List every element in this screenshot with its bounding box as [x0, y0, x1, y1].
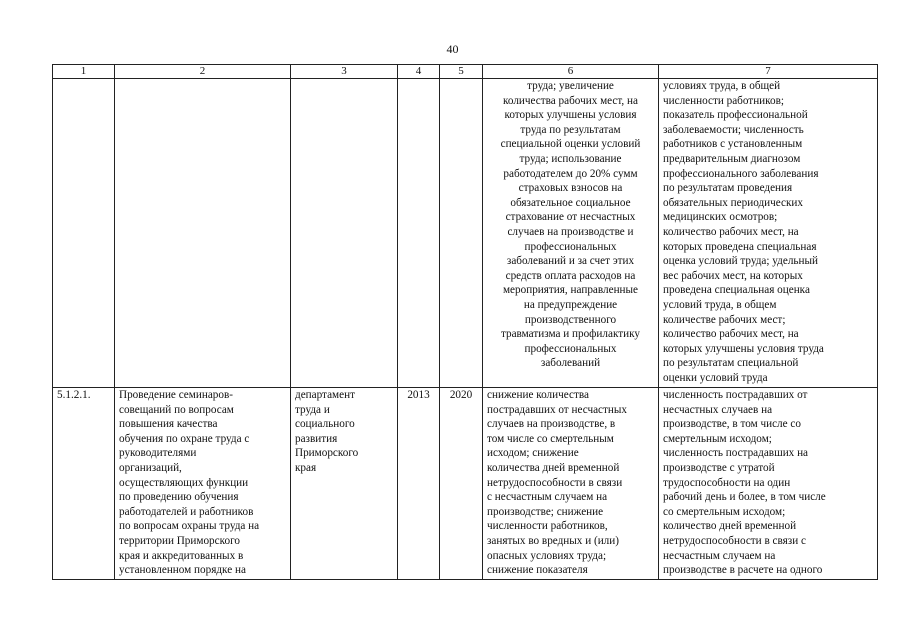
text-line: трудоспособности на один — [663, 476, 791, 489]
text-line: показатель профессиональной — [663, 109, 808, 122]
table-header-row — [53, 65, 878, 79]
end-year-cell: 2020 — [440, 388, 483, 580]
row-number-cell — [53, 79, 115, 388]
text-line: предварительным диагнозом — [663, 152, 801, 165]
text-line: Приморского — [295, 447, 359, 460]
text-line: по результатам специальной — [663, 357, 799, 370]
end-year-cell — [440, 79, 483, 388]
text-line: заболеваемости; численность — [663, 123, 804, 136]
text-line: по проведению обучения — [119, 491, 239, 504]
expected-result-cell — [483, 388, 659, 580]
text-line: травматизма и профилактику — [500, 328, 641, 341]
activity-name-cell — [115, 79, 291, 388]
text-line: пострадавших от несчастных — [487, 403, 627, 416]
text-line: обязательное социальное — [510, 196, 631, 209]
text-line: количества рабочих мест, на — [503, 94, 638, 107]
column-header: 7 — [659, 65, 878, 79]
text-line: нетрудоспособности в связи с — [663, 534, 806, 547]
text-line: работодателей и работников — [119, 505, 254, 518]
text-line: количестве рабочих мест; — [663, 313, 786, 326]
text-line: проведена специальная оценка — [663, 284, 810, 297]
text-line: со смертельным исходом; — [663, 505, 786, 518]
text-line: обучения по охране труда с — [119, 432, 250, 445]
text-line: производственного — [524, 313, 617, 326]
text-line: руководителями — [119, 447, 197, 460]
text-line: средств оплата расходов на — [505, 269, 636, 282]
text-line: количество рабочих мест, на — [663, 225, 799, 238]
text-line: несчастных случаев на — [663, 403, 773, 416]
text-line: труда; использование — [519, 152, 622, 165]
text-line: численность пострадавших от — [663, 389, 808, 401]
text-line: края — [295, 461, 317, 474]
column-header: 4 — [398, 65, 440, 79]
text-line: труда и — [295, 403, 330, 416]
text-line: профессиональных — [524, 240, 617, 253]
start-year-cell — [398, 79, 440, 388]
column-header: 1 — [53, 65, 115, 79]
text-line: на предупреждение — [523, 298, 618, 311]
table-row — [53, 79, 878, 388]
text-line: рабочий день и более, в том числе — [663, 491, 826, 504]
text-line: труда; увеличение — [527, 80, 614, 92]
text-line: профессионального заболевания — [663, 167, 819, 180]
text-line: края и аккредитованных в — [119, 549, 244, 562]
text-line: организаций, — [119, 461, 182, 474]
text-line: работников с установленным — [663, 138, 803, 151]
text-line: социального — [295, 418, 355, 431]
indicators-cell — [659, 388, 878, 580]
text-line: установленном порядке на — [119, 564, 246, 577]
text-line: оценка условий труда; удельный — [663, 255, 818, 268]
text-line: количества дней временной — [487, 461, 620, 474]
text-line: условиях труда, в общей — [663, 80, 781, 92]
executor-cell — [291, 388, 398, 580]
column-header: 2 — [115, 65, 291, 79]
text-line: занятых во вредных и (или) — [487, 534, 619, 547]
program-table — [52, 64, 878, 580]
text-line: совещаний по вопросам — [119, 403, 234, 416]
text-line: несчастным случаем на — [663, 549, 776, 562]
indicators-cell — [659, 79, 878, 388]
executor-cell — [291, 79, 398, 388]
text-line: том числе со смертельным — [487, 432, 614, 445]
text-line: заболеваний — [540, 357, 601, 370]
text-line: оценки условий труда — [663, 371, 768, 384]
text-line: численность пострадавших на — [663, 447, 809, 460]
text-line: которых улучшены условия — [504, 109, 637, 122]
text-line: страхование от несчастных — [505, 211, 636, 224]
text-line: повышения качества — [119, 418, 218, 431]
text-line: по результатам проведения — [663, 182, 793, 195]
text-line: профессиональных — [524, 342, 617, 355]
row-number-cell: 5.1.2.1. — [53, 388, 115, 580]
text-line: Проведение семинаров- — [119, 389, 233, 401]
text-line: производстве; снижение — [487, 505, 604, 518]
text-line: страховых взносов на — [518, 182, 623, 195]
text-line: с несчастным случаем на — [487, 491, 608, 504]
table-row — [53, 388, 878, 580]
text-line: департамент — [295, 389, 355, 401]
text-line: осуществляющих функции — [119, 476, 249, 489]
text-line: заболеваний и за счет этих — [506, 255, 635, 268]
text-line: вес рабочих мест, на которых — [663, 269, 803, 282]
text-line: труда по результатам — [520, 123, 621, 136]
text-line: работодателем до 20% сумм — [503, 167, 638, 180]
text-line: снижение количества — [487, 389, 589, 401]
text-line: исходом; снижение — [487, 447, 579, 460]
text-line: развития — [295, 432, 338, 445]
text-line: нетрудоспособности в связи — [487, 476, 623, 489]
text-line: количество дней временной — [663, 520, 797, 533]
text-line: численности работников; — [663, 94, 785, 107]
text-line: производстве в расчете на одного — [663, 564, 823, 577]
text-line: производстве с утратой — [663, 461, 775, 474]
text-line: которых улучшены условия труда — [663, 342, 824, 355]
column-header: 3 — [291, 65, 398, 79]
text-line: производстве, в том числе со — [663, 418, 801, 431]
text-line: условий труда, в общем — [663, 298, 777, 311]
text-line: снижение показателя — [487, 564, 588, 577]
text-line: опасных условиях труда; — [487, 549, 607, 562]
text-line: специальной оценки условий — [500, 138, 641, 151]
column-header: 6 — [483, 65, 659, 79]
start-year-cell: 2013 — [398, 388, 440, 580]
text-line: медицинских осмотров; — [663, 211, 778, 224]
page-number: 40 — [446, 42, 459, 56]
text-line: территории Приморского — [119, 534, 240, 547]
text-line: смертельным исходом; — [663, 432, 772, 445]
text-line: численности работников, — [487, 520, 608, 533]
text-line: случаев на производстве, в — [487, 418, 616, 431]
text-line: которых проведена специальная — [663, 240, 817, 253]
text-line: мероприятия, направленные — [502, 284, 639, 297]
activity-name-cell — [115, 388, 291, 580]
expected-result-cell — [483, 79, 659, 388]
text-line: случаев на производстве и — [507, 225, 634, 238]
text-line: обязательных периодических — [663, 196, 804, 209]
text-line: количество рабочих мест, на — [663, 328, 799, 341]
column-header: 5 — [440, 65, 483, 79]
text-line: по вопросам охраны труда на — [119, 520, 260, 533]
